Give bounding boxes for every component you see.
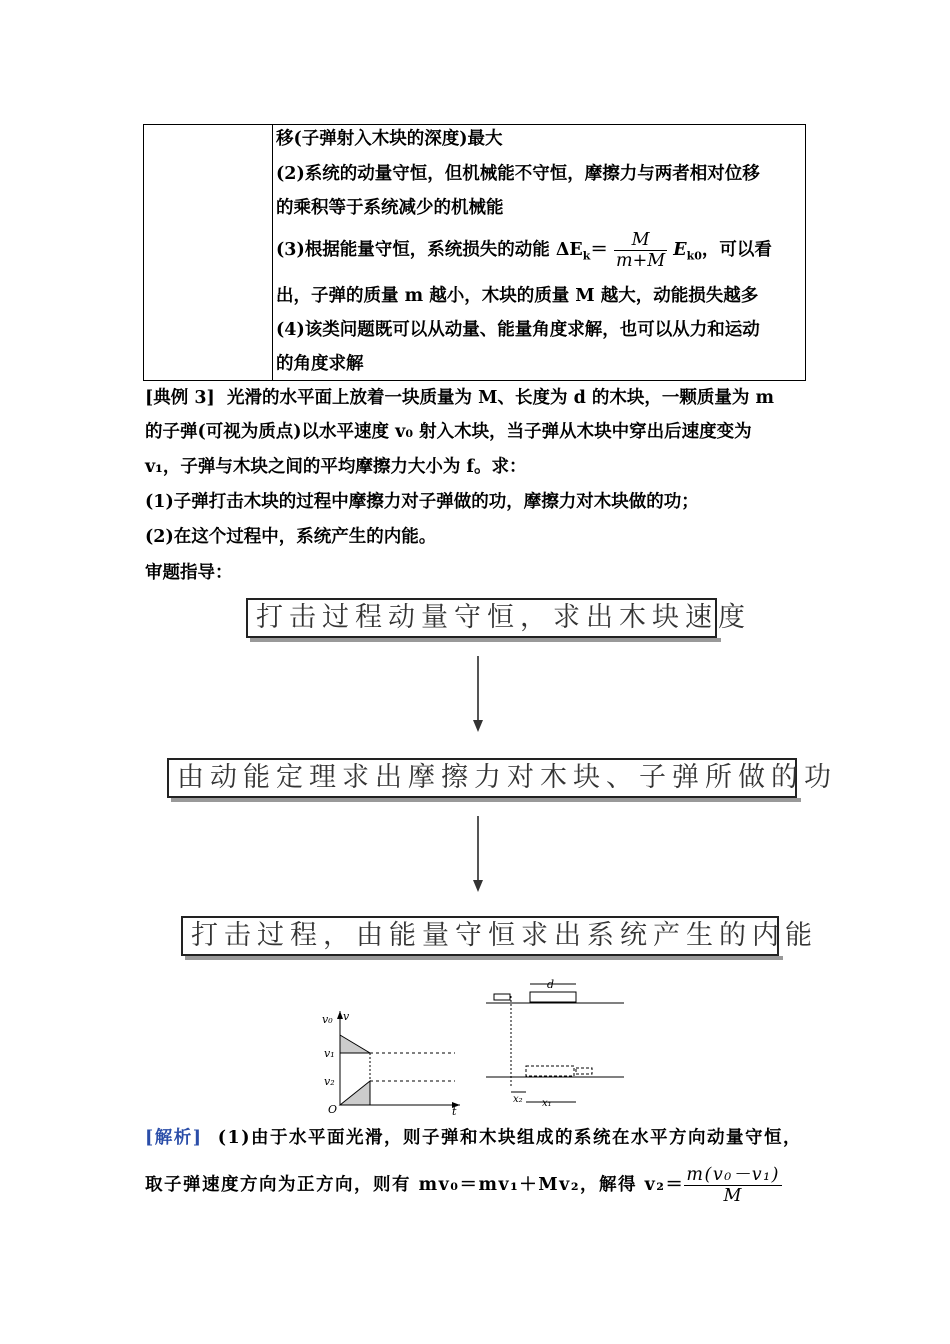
velocity-time-graph [320, 1005, 470, 1117]
flow-arrowhead-1 [473, 720, 483, 732]
label-v2: v₂ [324, 1075, 335, 1088]
guide-heading: 审题指导： [145, 563, 233, 583]
flow-step-3: 打击过程，由能量守恒求出系统产生的内能 [181, 916, 779, 956]
label-t: t [452, 1105, 457, 1117]
flow-arrow-1 [477, 656, 479, 722]
solution-line-1: [解析] (1)由于水平面光滑，则子弹和木块组成的系统在水平方向动量守恒， [145, 1128, 802, 1148]
bullet-top [494, 994, 510, 1000]
motion-diagram [484, 976, 634, 1112]
table-line-7: 的角度求解 [276, 354, 364, 374]
flow-arrowhead-2 [473, 880, 483, 892]
label-v: v [343, 1010, 350, 1023]
bullet-area-shade [340, 1035, 370, 1053]
bullet-final [576, 1068, 592, 1074]
label-x1: x₁ [542, 1098, 552, 1109]
label-v0: v₀ [322, 1013, 333, 1026]
v2-fraction: $\frac{\text{m(v₀－v₁)}}{M}$ [686, 1165, 780, 1206]
label-x2: x₂ [513, 1094, 523, 1105]
table-line-3: 的乘积等于系统减少的机械能 [276, 198, 504, 218]
label-origin: O [328, 1103, 338, 1116]
example-line-1: [典例 3] 光滑的水平面上放着一块质量为 M、长度为 d 的木块，一颗质量为 m [145, 388, 775, 408]
example-line-3: v₁，子弹与木块之间的平均摩擦力大小为 f。求： [145, 457, 527, 477]
block-top [530, 992, 576, 1002]
table-line-5: 出，子弹的质量 m 越小，木块的质量 M 越大，动能损失越多 [276, 286, 759, 306]
flow-step-2: 由动能定理求出摩擦力对木块、子弹所做的功 [167, 758, 797, 798]
flow-arrow-2 [477, 816, 479, 882]
solution-label: [解析] [145, 1128, 203, 1148]
question-1: (1)子弹打击木块的过程中摩擦力对子弹做的功，摩擦力对木块做的功； [145, 492, 699, 512]
flow-step-1: 打击过程动量守恒，求出木块速度 [246, 598, 717, 638]
table-line-6: (4)该类问题既可以从动量、能量角度求解，也可以从力和运动 [276, 320, 760, 340]
energy-loss-fraction: $\frac{M}{m+M}$ [615, 230, 666, 271]
example-label: [典例 3] [145, 388, 215, 408]
table-line-2: (2)系统的动量守恒，但机械能不守恒，摩擦力与两者相对位移 [276, 164, 760, 184]
question-2: (2)在这个过程中，系统产生的内能。 [145, 527, 437, 547]
table-line-4: (3)根据能量守恒，系统损失的动能 $\Delta E_k=$ $\frac{M}{m+M}$ $E_{k0}$，可以看 [276, 230, 772, 271]
label-v1: v₁ [324, 1047, 335, 1060]
block-area-shade [340, 1081, 370, 1105]
example-line-2: 的子弹(可视为质点)以水平速度 v₀ 射入木块，当子弹从木块中穿出后速度变为 [145, 422, 752, 442]
table-column-divider [272, 125, 273, 380]
block-final [526, 1066, 574, 1076]
label-d: d [547, 978, 555, 991]
solution-line-2: 取子弹速度方向为正方向，则有 mv₀＝mv₁＋Mv₂，解得 v₂＝ $\frac{\text{m(v₀－v₁)}}{M}$ [145, 1165, 780, 1206]
table-line-1: 移(子弹射入木块的深度)最大 [276, 129, 503, 149]
